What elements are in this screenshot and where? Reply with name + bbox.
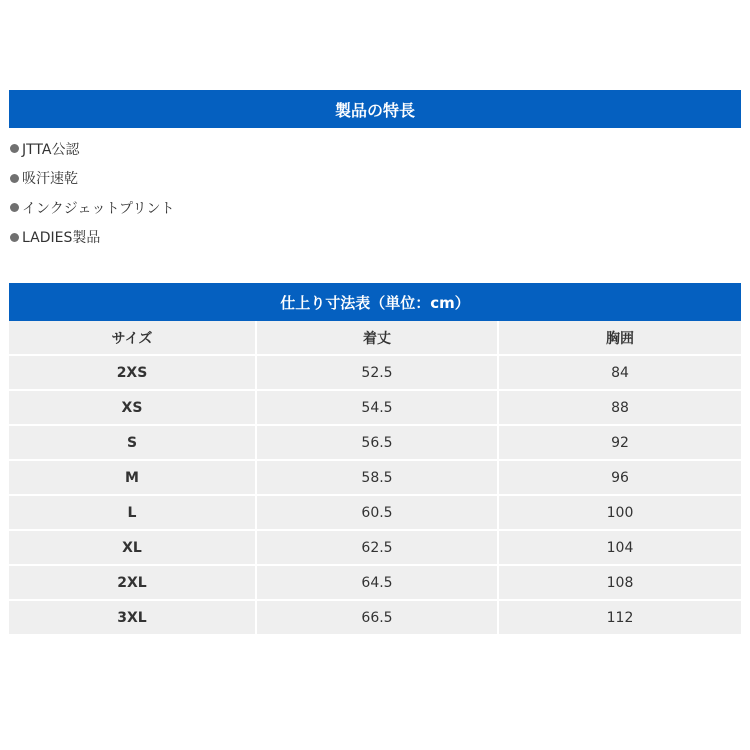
length-cell: 64.5 xyxy=(257,566,499,601)
table-row xyxy=(9,496,741,531)
chest-cell: 96 xyxy=(499,461,741,496)
length-cell: 58.5 xyxy=(257,461,499,496)
bullet-icon xyxy=(10,233,19,242)
feature-label: LADIES製品 xyxy=(22,230,101,247)
chest-cell: 104 xyxy=(499,531,741,566)
bullet-icon xyxy=(10,174,19,183)
chest-cell: 100 xyxy=(499,496,741,531)
size-cell: 3XL xyxy=(9,601,257,636)
length-cell: 54.5 xyxy=(257,391,499,426)
size-cell: M xyxy=(9,461,257,496)
chest-cell: 84 xyxy=(499,356,741,391)
length-cell: 56.5 xyxy=(257,426,499,461)
column-header-chest: 胸囲 xyxy=(499,321,741,356)
feature-label: JTTA公認 xyxy=(22,141,80,158)
table-row xyxy=(9,391,741,426)
table-row xyxy=(9,531,741,566)
size-cell: 2XS xyxy=(9,356,257,391)
size-cell: S xyxy=(9,426,257,461)
chest-cell: 92 xyxy=(499,426,741,461)
size-table-title: 仕上り寸法表（単位：cm） xyxy=(9,283,741,321)
feature-item xyxy=(10,164,174,194)
length-cell: 62.5 xyxy=(257,531,499,566)
feature-label: 吸汗速乾 xyxy=(22,171,78,188)
chest-cell: 108 xyxy=(499,566,741,601)
table-row xyxy=(9,356,741,391)
length-cell: 66.5 xyxy=(257,601,499,636)
column-header-length: 着丈 xyxy=(257,321,499,356)
length-cell: 52.5 xyxy=(257,356,499,391)
size-cell: XS xyxy=(9,391,257,426)
feature-item xyxy=(10,134,174,164)
table-row xyxy=(9,601,741,636)
bullet-icon xyxy=(10,144,19,153)
size-cell: 2XL xyxy=(9,566,257,601)
feature-item xyxy=(10,193,174,223)
table-row xyxy=(9,461,741,496)
chest-cell: 112 xyxy=(499,601,741,636)
features-title: 製品の特長 xyxy=(9,90,741,128)
size-cell: L xyxy=(9,496,257,531)
feature-item xyxy=(10,223,174,253)
bullet-icon xyxy=(10,203,19,212)
length-cell: 60.5 xyxy=(257,496,499,531)
chest-cell: 88 xyxy=(499,391,741,426)
feature-label: インクジェットプリント xyxy=(22,200,175,217)
column-header-size: サイズ xyxy=(9,321,257,356)
table-row xyxy=(9,566,741,601)
features-list xyxy=(10,134,174,252)
table-header-row xyxy=(9,321,741,356)
size-table xyxy=(9,321,741,636)
size-cell: XL xyxy=(9,531,257,566)
table-row xyxy=(9,426,741,461)
